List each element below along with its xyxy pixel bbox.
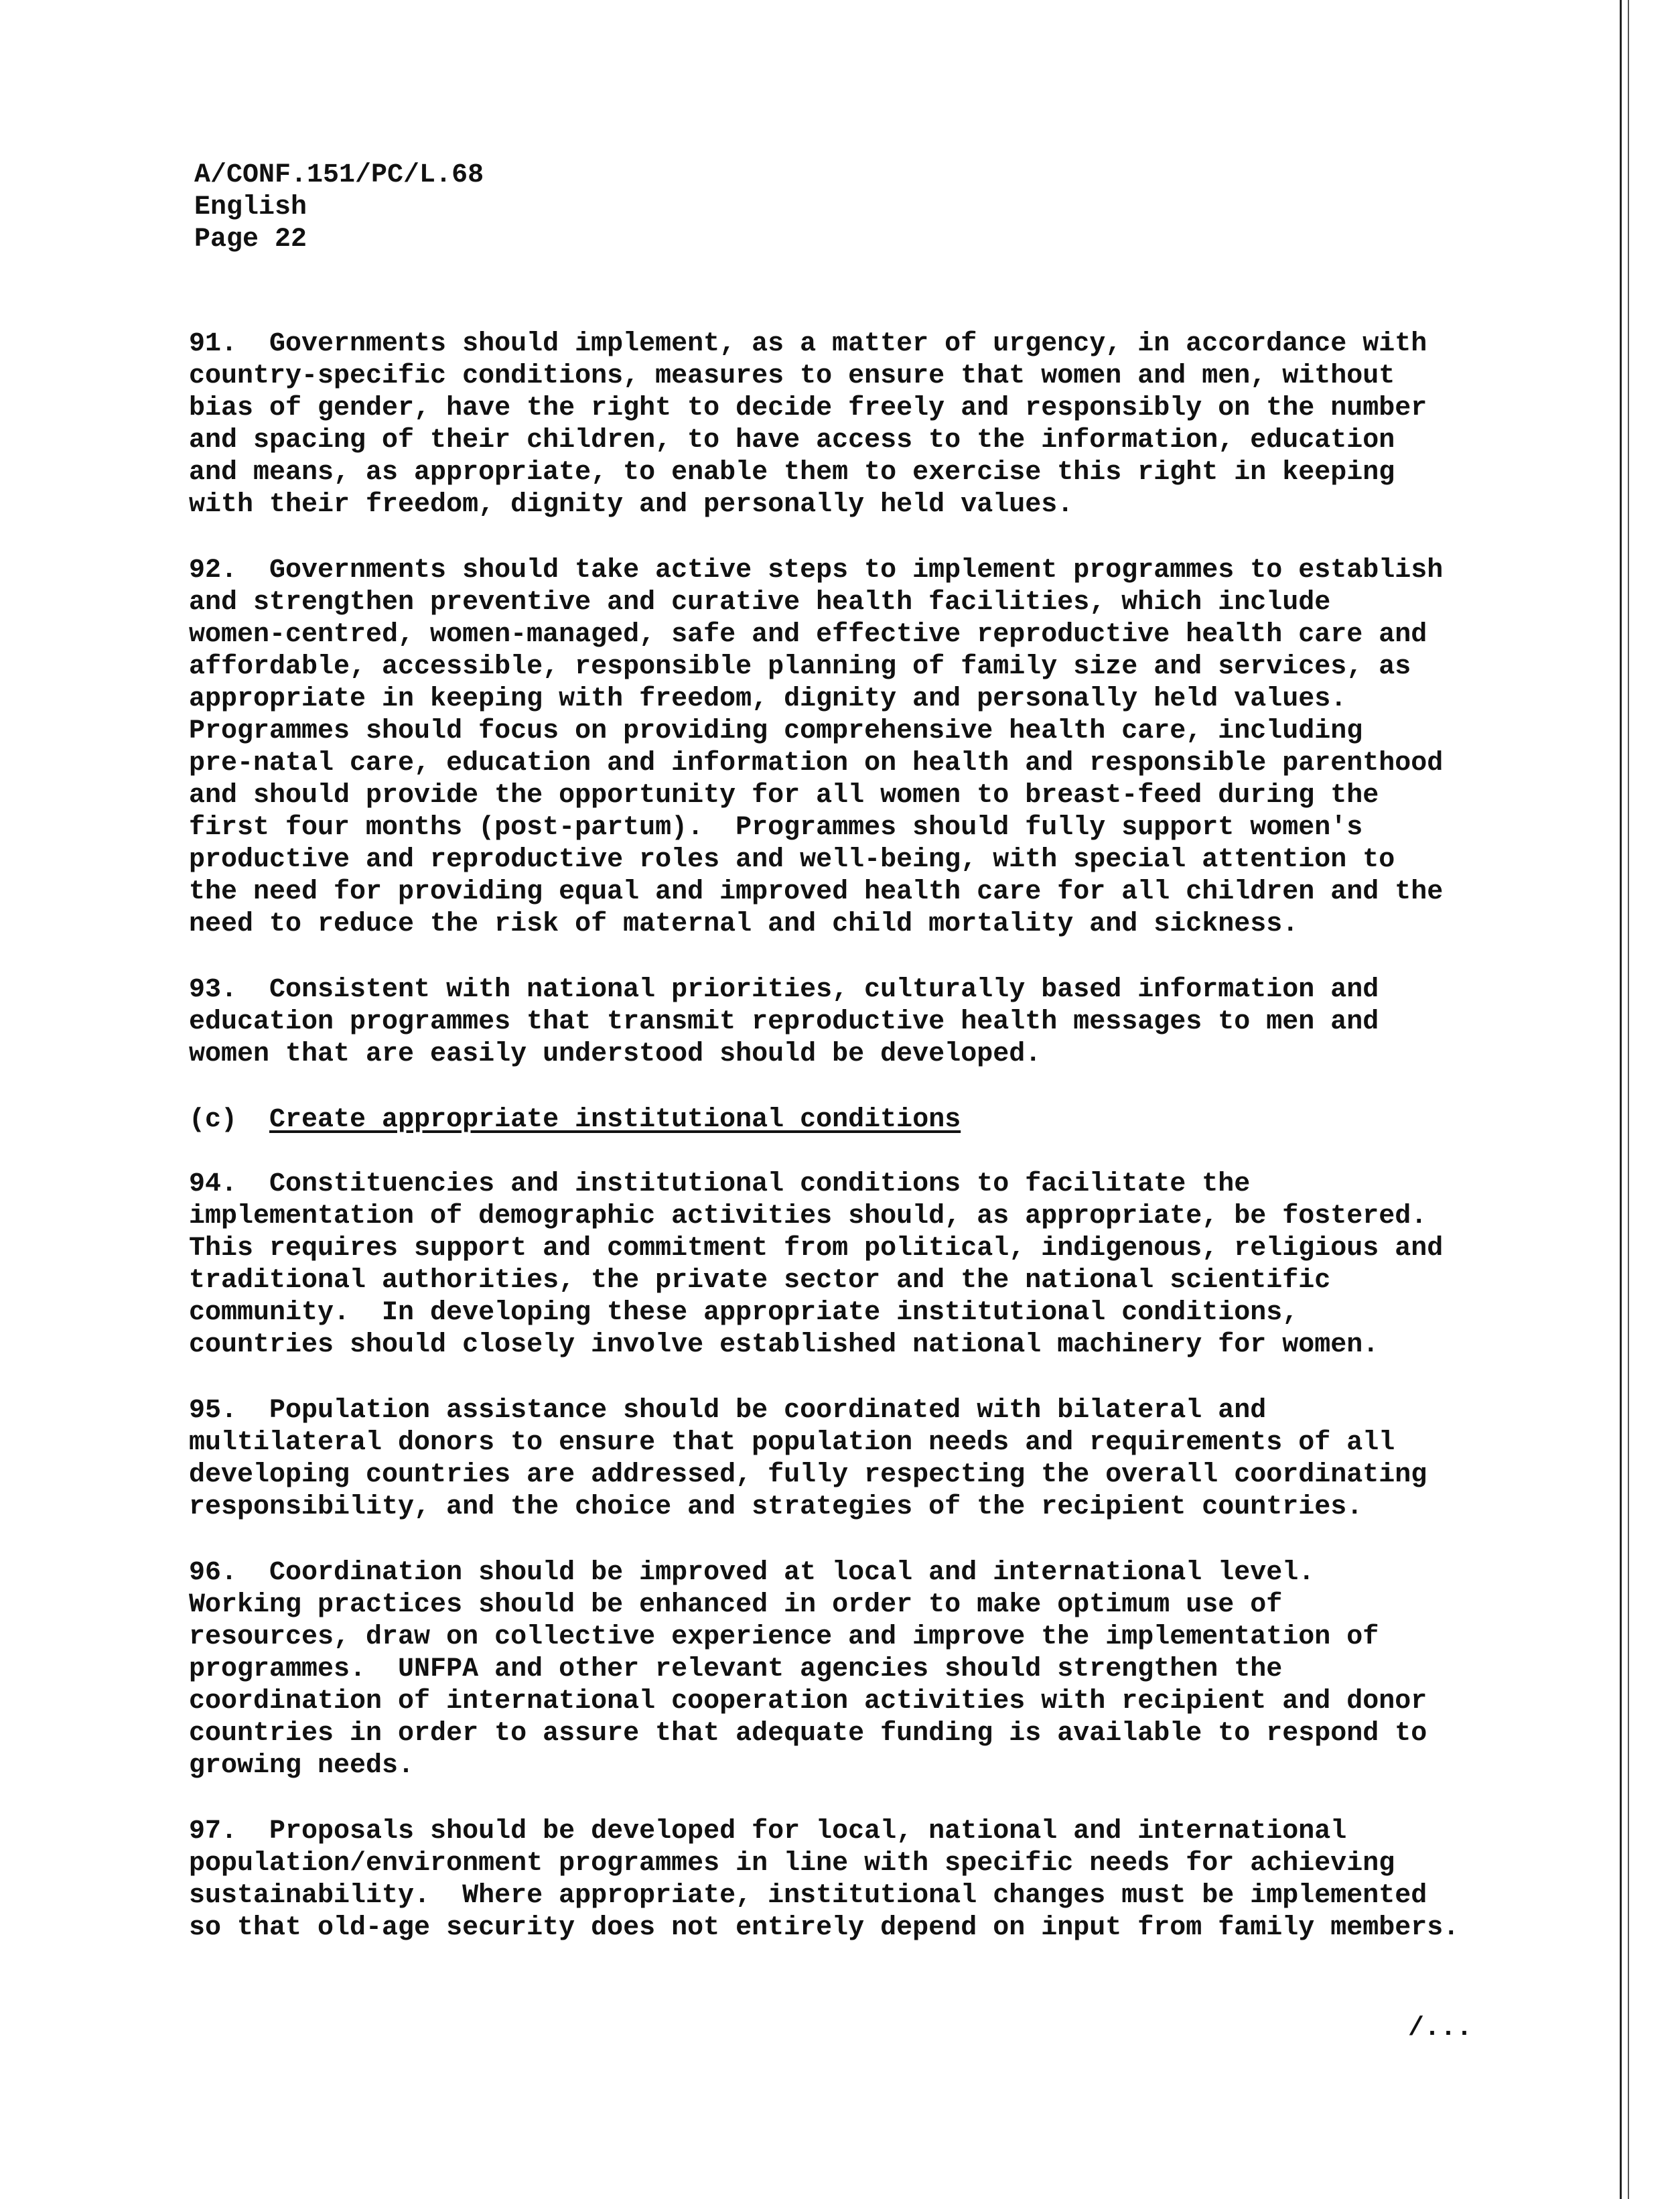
paragraph-line: country-specific conditions, measures to ensure that women and men, without	[189, 361, 1395, 391]
paragraph-line: resources, draw on collective experience and improve the implementation of	[189, 1622, 1379, 1652]
paragraph-line: traditional authorities, the private sector and the national scientific	[189, 1266, 1331, 1296]
paragraph-97	[189, 1816, 1495, 1944]
paragraph-line: 92. Governments should take active steps to implement programmes to establish	[189, 555, 1444, 586]
paragraph-line: so that old-age security does not entirely depend on input from family members.	[189, 1913, 1460, 1943]
section-heading	[189, 1104, 961, 1136]
paragraph-line: developing countries are addressed, fully respecting the overall coordinating	[189, 1460, 1427, 1490]
paragraph-line: implementation of demographic activities should, as appropriate, be fostered.	[189, 1201, 1427, 1231]
document-language: English	[194, 192, 307, 222]
paragraph-line: the need for providing equal and improved health care for all children and the	[189, 877, 1444, 907]
paragraph-line: multilateral donors to ensure that population needs and requirements of all	[189, 1428, 1395, 1458]
paragraph-95	[189, 1395, 1495, 1524]
paragraph-line: sustainability. Where appropriate, institutional changes must be implemented	[189, 1881, 1427, 1911]
paragraph-line: countries should closely involve established national machinery for women.	[189, 1330, 1379, 1360]
section-title: Create appropriate institutional conditions	[269, 1105, 961, 1135]
paragraph-91	[189, 328, 1495, 521]
paragraph-line: and means, as appropriate, to enable them to exercise this right in keeping	[189, 458, 1395, 488]
paragraph-line: and should provide the opportunity for all women to breast-feed during the	[189, 781, 1379, 811]
paragraph-line: growing needs.	[189, 1751, 415, 1781]
paragraph-line: need to reduce the risk of maternal and child mortality and sickness.	[189, 909, 1299, 939]
paragraph-line: appropriate in keeping with freedom, dignity and personally held values.	[189, 684, 1347, 714]
paragraph-94	[189, 1169, 1495, 1361]
paragraph-line: education programmes that transmit reproductive health messages to men and	[189, 1007, 1379, 1037]
paragraph-line: population/environment programmes in line with specific needs for achieving	[189, 1849, 1395, 1879]
document-symbol: A/CONF.151/PC/L.68	[194, 160, 484, 190]
paragraph-line: first four months (post-partum). Programmes should fully support women's	[189, 813, 1363, 843]
paragraph-line: This requires support and commitment from political, indigenous, religious and	[189, 1234, 1444, 1264]
paragraph-line: programmes. UNFPA and other relevant agencies should strengthen the	[189, 1654, 1283, 1684]
paragraph-96	[189, 1557, 1495, 1782]
section-label: (c)	[189, 1105, 238, 1135]
paragraph-line: 96. Coordination should be improved at local and international level.	[189, 1558, 1315, 1588]
page-number: Page 22	[194, 224, 307, 255]
paragraph-line: affordable, accessible, responsible planning of family size and services, as	[189, 652, 1411, 682]
paragraph-line: 91. Governments should implement, as a matter of urgency, in accordance with	[189, 329, 1427, 359]
continuation-mark: /...	[1408, 2013, 1473, 2044]
paragraph-line: pre-natal care, education and information on health and responsible parenthood	[189, 748, 1444, 779]
document-header	[194, 159, 484, 256]
paragraph-line: coordination of international cooperation activities with recipient and donor	[189, 1686, 1427, 1717]
paragraph-line: productive and reproductive roles and well-being, with special attention to	[189, 845, 1395, 875]
paragraph-line: women that are easily understood should be developed.	[189, 1039, 1042, 1069]
paragraph-line: 93. Consistent with national priorities, culturally based information and	[189, 975, 1379, 1005]
paragraph-line: 95. Population assistance should be coordinated with bilateral and	[189, 1396, 1267, 1426]
paragraph-line: with their freedom, dignity and personally held values.	[189, 490, 1074, 520]
paragraph-92	[189, 555, 1495, 941]
paragraph-line: Programmes should focus on providing comprehensive health care, including	[189, 716, 1363, 746]
paragraph-line: bias of gender, have the right to decide freely and responsibly on the number	[189, 393, 1427, 423]
paragraph-93	[189, 974, 1495, 1071]
paragraph-line: community. In developing these appropriate institutional conditions,	[189, 1298, 1299, 1328]
paragraph-line: and strengthen preventive and curative health facilities, which include	[189, 588, 1331, 618]
paragraph-line: Working practices should be enhanced in order to make optimum use of	[189, 1590, 1283, 1620]
scan-binding-edge	[1620, 0, 1629, 2199]
paragraph-line: women-centred, women-managed, safe and effective reproductive health care and	[189, 620, 1427, 650]
paragraph-line: 94. Constituencies and institutional conditions to facilitate the	[189, 1169, 1251, 1199]
paragraph-line: and spacing of their children, to have access to the information, education	[189, 425, 1395, 456]
paragraph-line: countries in order to assure that adequate funding is available to respond to	[189, 1719, 1427, 1749]
paragraph-line: 97. Proposals should be developed for local, national and international	[189, 1816, 1347, 1847]
paragraph-line: responsibility, and the choice and strategies of the recipient countries.	[189, 1492, 1363, 1522]
